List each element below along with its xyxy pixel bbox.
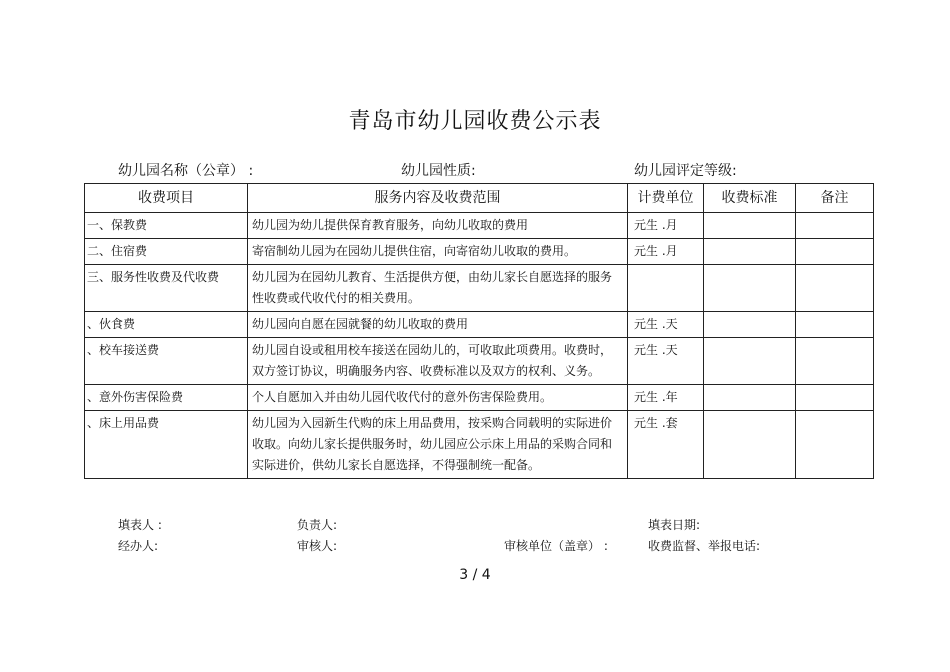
fee-item-cell: 三、服务性收费及代收费 (85, 265, 248, 312)
fee-item-cell: 、床上用品费 (85, 411, 248, 479)
kindergarten-rating-label: 幼儿园评定等级: (634, 163, 737, 179)
table-row (85, 239, 874, 265)
fee-unit-cell: 元生 .年 (628, 385, 704, 411)
fee-content-cell: 幼儿园为在园幼儿教育、生活提供方便，由幼儿家长自愿选择的服务性收费或代收代付的相关费用。 (248, 265, 628, 312)
fee-note-cell (796, 213, 874, 239)
fee-unit-cell: 元生 .天 (628, 338, 704, 385)
responsible-label: 负责人: (297, 518, 338, 532)
fee-note-cell (796, 239, 874, 265)
kindergarten-nature-label: 幼儿园性质: (401, 163, 476, 179)
fee-standard-cell (704, 385, 796, 411)
fee-table (84, 183, 874, 479)
fee-standard-cell (704, 265, 796, 312)
fee-note-cell (796, 338, 874, 385)
complaint-hotline-label: 收费监督、举报电话: (648, 539, 761, 553)
table-row (85, 213, 874, 239)
column-header-unit: 计费单位 (628, 184, 704, 213)
fee-content-cell: 幼儿园为入园新生代购的床上用品费用，按采购合同载明的实际进价收取。向幼儿家长提供服务时，幼儿园应公示床上用品的采购合同和实际进价，供幼儿家长自愿选择，不得强制统一配备。 (248, 411, 628, 479)
column-header-content: 服务内容及收费范围 (248, 184, 628, 213)
fee-item-cell: 、意外伤害保险费 (85, 385, 248, 411)
page-title: 青岛市幼儿园收费公示表 (348, 109, 602, 134)
fee-content-cell: 幼儿园向自愿在园就餐的幼儿收取的费用 (248, 312, 628, 338)
kindergarten-name-label: 幼儿园名称（公章） : (118, 163, 254, 179)
fee-note-cell (796, 385, 874, 411)
filler-label: 填表人 : (118, 518, 162, 532)
fee-content-cell: 个人自愿加入并由幼儿园代收代付的意外伤害保险费用。 (248, 385, 628, 411)
fee-unit-cell: 元生 .月 (628, 213, 704, 239)
fee-standard-cell (704, 338, 796, 385)
table-row (85, 312, 874, 338)
reviewer-label: 审核人: (297, 539, 338, 553)
page-number: 3 / 4 (459, 567, 491, 583)
fee-note-cell (796, 411, 874, 479)
handler-label: 经办人: (118, 539, 159, 553)
fee-standard-cell (704, 213, 796, 239)
fee-unit-cell: 元生 .天 (628, 312, 704, 338)
fee-standard-cell (704, 411, 796, 479)
fee-item-cell: 、校车接送费 (85, 338, 248, 385)
table-row (85, 265, 874, 312)
fee-standard-cell (704, 312, 796, 338)
fee-unit-cell: 元生 .套 (628, 411, 704, 479)
table-row (85, 338, 874, 385)
column-header-note: 备注 (796, 184, 874, 213)
table-row (85, 385, 874, 411)
fee-unit-cell: 元生 .月 (628, 239, 704, 265)
fee-item-cell: 二、住宿费 (85, 239, 248, 265)
fee-content-cell: 幼儿园为幼儿提供保育教育服务，向幼儿收取的费用 (248, 213, 628, 239)
fee-note-cell (796, 312, 874, 338)
table-header-row (85, 184, 874, 213)
fee-content-cell: 寄宿制幼儿园为在园幼儿提供住宿，向寄宿幼儿收取的费用。 (248, 239, 628, 265)
fee-unit-cell (628, 265, 704, 312)
column-header-item: 收费项目 (85, 184, 248, 213)
column-header-standard: 收费标准 (704, 184, 796, 213)
table-row (85, 411, 874, 479)
fee-note-cell (796, 265, 874, 312)
fee-standard-cell (704, 239, 796, 265)
fee-content-cell: 幼儿园自设或租用校车接送在园幼儿的，可收取此项费用。收费时，双方签订协议，明确服务内容、收费标准以及双方的权利、义务。 (248, 338, 628, 385)
fill-date-label: 填表日期: (648, 518, 701, 532)
fee-item-cell: 、伙食费 (85, 312, 248, 338)
fee-item-cell: 一、保教费 (85, 213, 248, 239)
review-unit-label: 审核单位（盖章） : (504, 539, 608, 553)
